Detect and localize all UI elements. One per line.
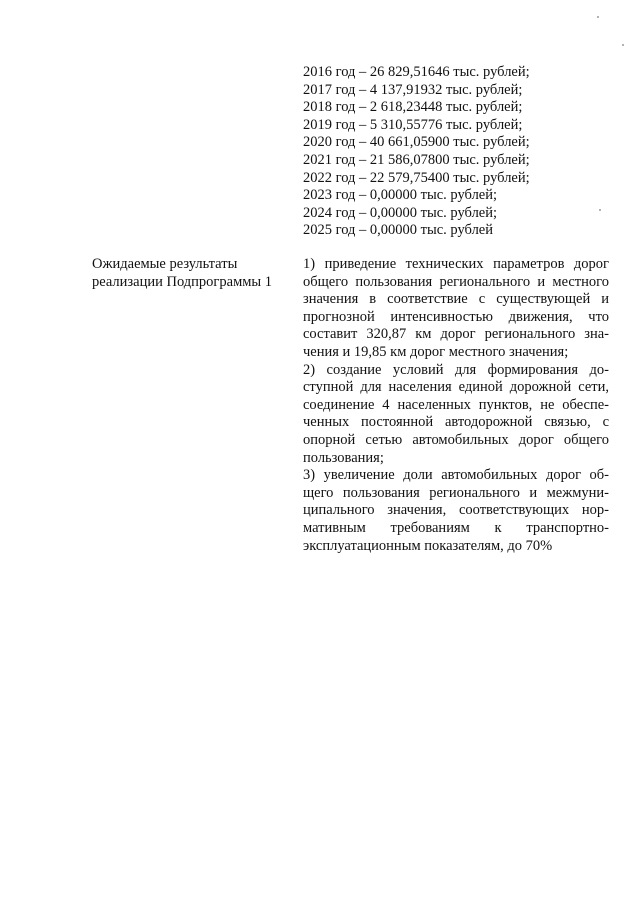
funding-line-2019: 2019 год – 5 310,55776 тыс. рублей;: [303, 116, 523, 133]
funding-line-2016: 2016 год – 26 829,51646 тыс. рублей;: [303, 64, 530, 80]
expected-results-label-line: Ожидаемые результаты: [92, 256, 238, 272]
result-text-line: чения и 19,85 км дорог местного значения;: [303, 343, 569, 360]
result-text-line: 1) приведение технических параметров дорог: [303, 256, 609, 272]
funding-line-2023: 2023 год – 0,00000 тыс. рублей;: [303, 187, 498, 204]
funding-by-year-list: [303, 64, 613, 240]
result-text-line: эксплуатационным показателям, до 70%: [303, 537, 553, 554]
result-text-line: значения в соответствие с существующей и: [303, 291, 609, 308]
funding-line-2020: 2020 год – 40 661,05900 тыс. рублей;: [303, 134, 530, 151]
result-text-line: щего пользования регионального и межмуни-: [303, 484, 609, 501]
result-text-line: общего пользования регионального и местного: [303, 273, 609, 290]
expected-results-label-line: реализации Подпрограммы 1: [92, 273, 273, 290]
result-text-line: мативным требованиям к транспортно-: [303, 519, 609, 536]
result-text-line: прогнозной интенсивностью движения, что: [303, 308, 609, 325]
expected-results-text: [303, 256, 609, 555]
scan-speck: [622, 44, 624, 46]
funding-line-2017: 2017 год – 4 137,91932 тыс. рублей;: [303, 81, 523, 98]
funding-line-2022: 2022 год – 22 579,75400 тыс. рублей;: [303, 169, 530, 186]
result-text-line: 3) увеличение доли автомобильных дорог об-: [303, 467, 609, 484]
result-text-line: составит 320,87 км дорог регионального зна-: [303, 326, 609, 343]
result-text-line: опорной сетью автомобильных дорог общего: [303, 431, 609, 448]
result-text-line: 2) создание условий для формирования до-: [303, 361, 609, 378]
scan-speck: [597, 16, 599, 18]
expected-results-label: [92, 256, 292, 291]
funding-line-2024: 2024 год – 0,00000 тыс. рублей;: [303, 204, 498, 221]
result-text-line: ципального значения, соответствующих нор-: [303, 502, 609, 519]
funding-line-2021: 2021 год – 21 586,07800 тыс. рублей;: [303, 151, 530, 168]
scan-speck: [599, 209, 601, 211]
result-text-line: соединение 4 населенных пунктов, не обеспе-: [303, 396, 609, 413]
result-text-line: ступной для населения единой дорожной сети,: [303, 379, 609, 396]
result-text-line: пользования;: [303, 449, 384, 466]
funding-line-2025: 2025 год – 0,00000 тыс. рублей: [303, 222, 494, 239]
funding-line-2018: 2018 год – 2 618,23448 тыс. рублей;: [303, 99, 523, 116]
result-text-line: ченных постоянной автодорожной связью, с: [303, 414, 609, 431]
